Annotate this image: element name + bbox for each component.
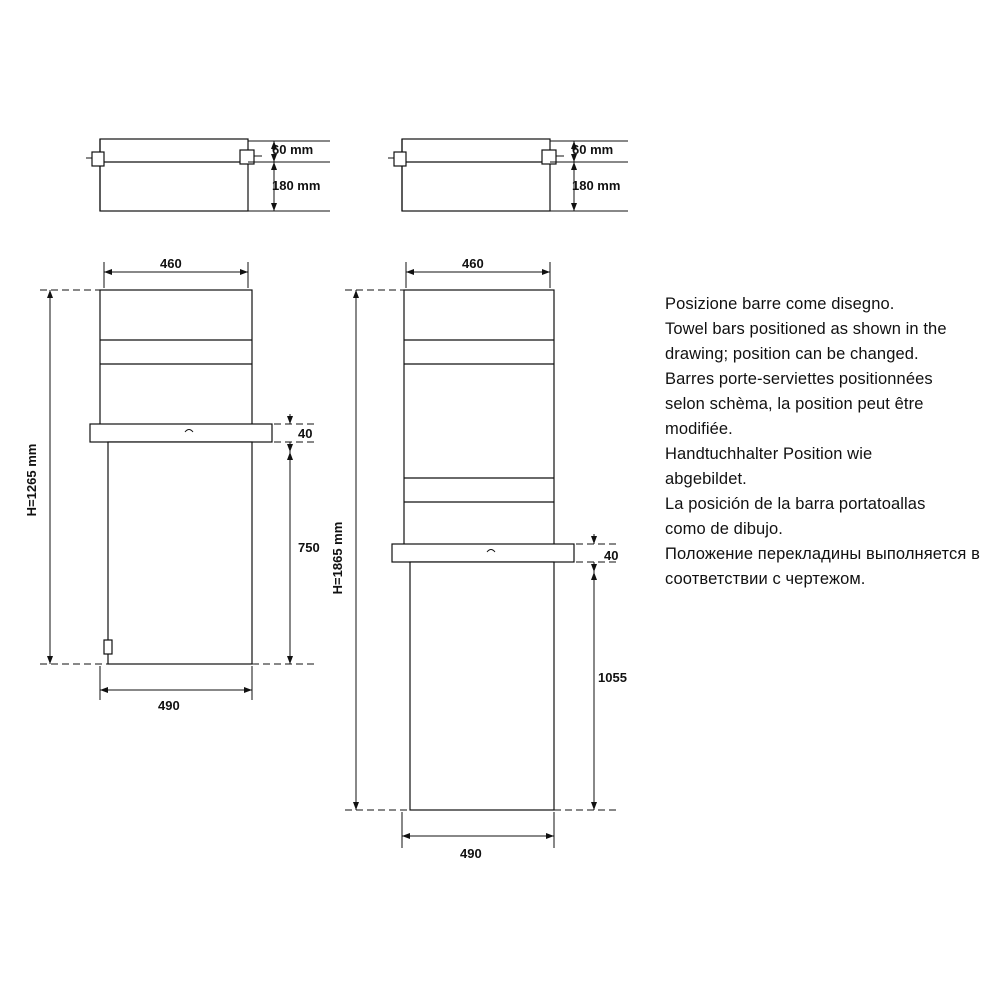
right-top-width-dim: 460 xyxy=(462,256,484,271)
left-product-drawing xyxy=(24,139,330,713)
note-line: drawing; position can be changed. xyxy=(665,345,919,363)
left-total-height-dim: H=1265 mm xyxy=(24,443,39,517)
left-top-width-label: 180 mm xyxy=(272,178,321,193)
note-line: Towel bars positioned as shown in the xyxy=(665,320,947,338)
left-bar-offset-dim: 40 xyxy=(298,426,313,441)
right-top-width-label: 180 mm xyxy=(572,178,621,193)
right-top-view xyxy=(388,139,628,211)
note-line: Handtuchhalter Position wie xyxy=(665,445,873,463)
left-top-depth-label: 60 mm xyxy=(272,142,314,157)
note-line: modifiée. xyxy=(665,420,733,438)
note-line: abgebildet. xyxy=(665,470,747,488)
right-bar-offset-dim: 40 xyxy=(604,548,619,563)
left-front-view xyxy=(24,256,320,713)
right-total-height-dim: H=1865 mm xyxy=(330,521,345,595)
left-bottom-width-dim: 490 xyxy=(158,698,180,713)
note-line: Положение перекладины выполняется в xyxy=(665,545,980,563)
notes-block xyxy=(665,292,990,592)
left-top-view xyxy=(86,139,330,211)
note-line: selon schèma, la position peut être xyxy=(665,395,924,413)
note-line: Barres porte-serviettes positionnées xyxy=(665,370,933,388)
note-line: соответствии с чертежом. xyxy=(665,570,866,588)
note-line: como de dibujo. xyxy=(665,520,783,538)
right-front-view xyxy=(330,256,627,861)
note-line: Posizione barre come disegno. xyxy=(665,295,895,313)
right-product-drawing xyxy=(330,139,628,861)
right-lower-height-dim: 1055 xyxy=(598,670,627,685)
note-line: La posición de la barra portatoallas xyxy=(665,495,926,513)
right-top-depth-label: 60 mm xyxy=(572,142,614,157)
left-lower-height-dim: 750 xyxy=(298,540,320,555)
right-bottom-width-dim: 490 xyxy=(460,846,482,861)
left-top-width-dim: 460 xyxy=(160,256,182,271)
